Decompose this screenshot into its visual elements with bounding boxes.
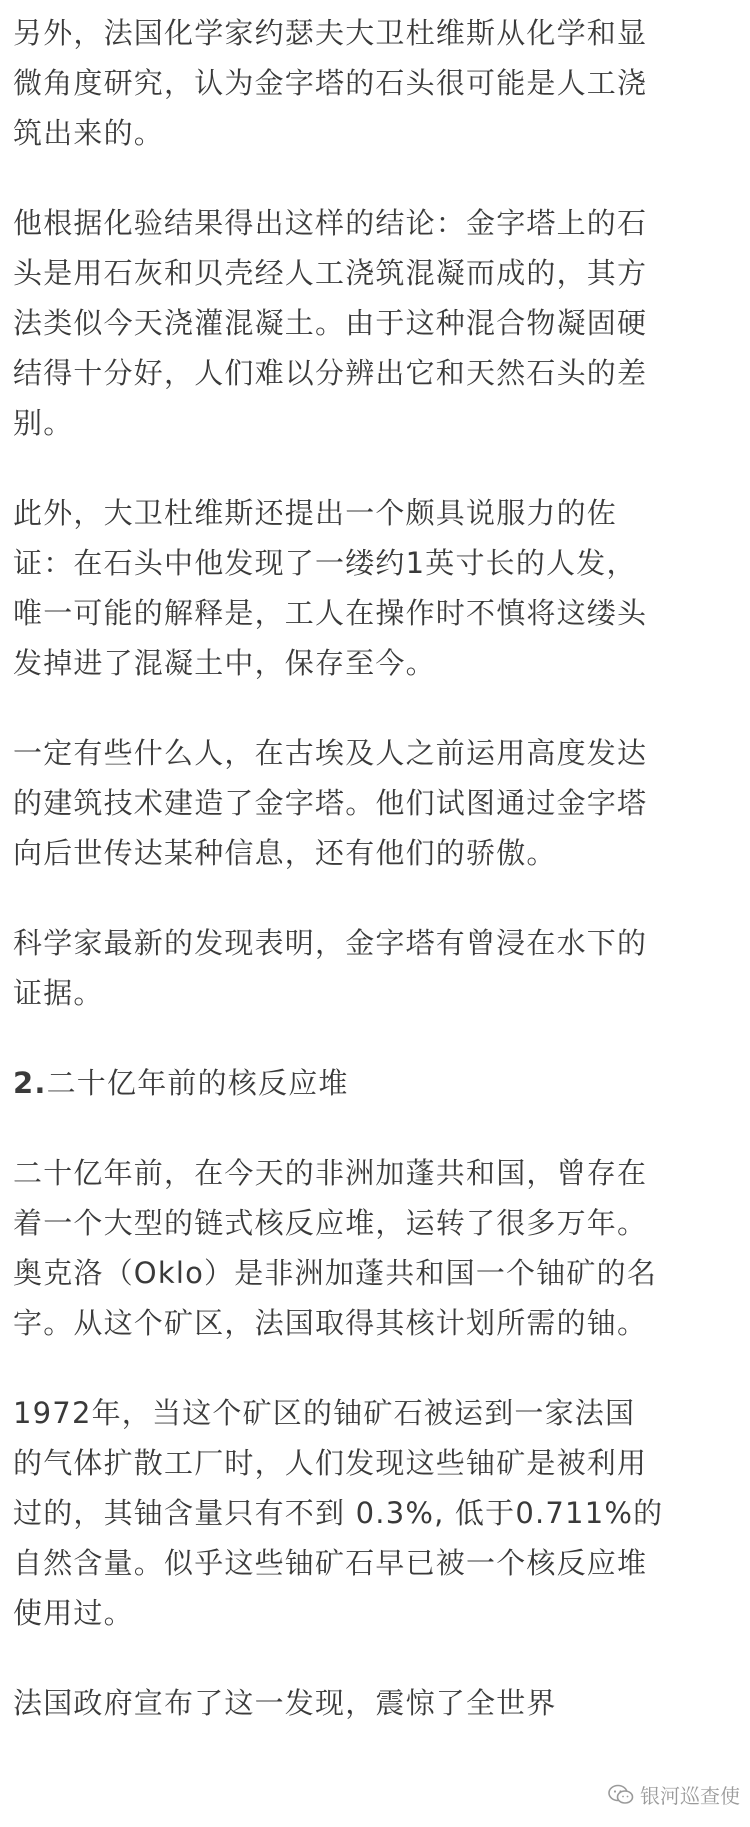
text-line: 着一个大型的链式核反应堆，运转了很多万年。 — [13, 1206, 648, 1240]
paragraph — [13, 198, 743, 448]
text-line: 的气体扩散工厂时，人们发现这些铀矿是被利用 — [13, 1446, 648, 1480]
text-line: 微角度研究，认为金字塔的石头很可能是人工浇 — [13, 66, 648, 100]
text-line: 结得十分好，人们难以分辨出它和天然石头的差 — [13, 356, 648, 390]
text-line: 另外，法国化学家约瑟夫大卫杜维斯从化学和显 — [13, 16, 648, 50]
text-line: 过的，其铀含量只有不到 0.3%, 低于0.711%的 — [13, 1496, 664, 1530]
paragraph — [13, 1148, 743, 1348]
watermark — [608, 1780, 740, 1809]
paragraph — [13, 1388, 743, 1638]
text-line: 向后世传达某种信息，还有他们的骄傲。 — [13, 836, 557, 870]
text-line: 筑出来的。 — [13, 116, 165, 150]
text-line: 法国政府宣布了这一发现，震惊了全世界 — [13, 1686, 557, 1720]
section-title: 二十亿年前的核反应堆 — [46, 1066, 349, 1100]
text-line: 头是用石灰和贝壳经人工浇筑混凝而成的，其方 — [13, 256, 648, 290]
paragraph — [13, 488, 743, 688]
text-line: 别。 — [13, 406, 74, 440]
text-line: 唯一可能的解释是，工人在操作时不慎将这缕头 — [13, 596, 648, 630]
section-heading — [13, 1058, 743, 1108]
text-line: 此外，大卫杜维斯还提出一个颇具说服力的佐 — [13, 496, 618, 530]
text-line: 字。从这个矿区，法国取得其核计划所需的铀。 — [13, 1306, 648, 1340]
paragraph — [13, 1678, 743, 1728]
text-line: 法类似今天浇灌混凝土。由于这种混合物凝固硬 — [13, 306, 648, 340]
text-line: 科学家最新的发现表明，金字塔有曾浸在水下的 — [13, 926, 648, 960]
text-line: 使用过。 — [13, 1596, 134, 1630]
text-line: 1972年，当这个矿区的铀矿石被运到一家法国 — [13, 1396, 636, 1430]
text-line: 一定有些什么人，在古埃及人之前运用高度发达 — [13, 736, 648, 770]
text-line: 发掉进了混凝土中，保存至今。 — [13, 646, 436, 680]
text-line: 的建筑技术建造了金字塔。他们试图通过金字塔 — [13, 786, 648, 820]
wechat-icon — [608, 1784, 634, 1806]
text-line: 证：在石头中他发现了一缕约1英寸长的人发， — [13, 546, 637, 580]
text-line: 他根据化验结果得出这样的结论：金字塔上的石 — [13, 206, 648, 240]
article-body — [13, 8, 743, 1768]
section-number: 2. — [13, 1066, 47, 1100]
watermark-text: 银河巡查使 — [640, 1784, 740, 1808]
paragraph — [13, 8, 743, 158]
paragraph — [13, 728, 743, 878]
text-line: 二十亿年前，在今天的非洲加蓬共和国，曾存在 — [13, 1156, 648, 1190]
text-line: 证据。 — [13, 976, 104, 1010]
text-line: 自然含量。似乎这些铀矿石早已被一个核反应堆 — [13, 1546, 648, 1580]
paragraph — [13, 918, 743, 1018]
text-line: 奥克洛（Oklo）是非洲加蓬共和国一个铀矿的名 — [13, 1256, 658, 1290]
